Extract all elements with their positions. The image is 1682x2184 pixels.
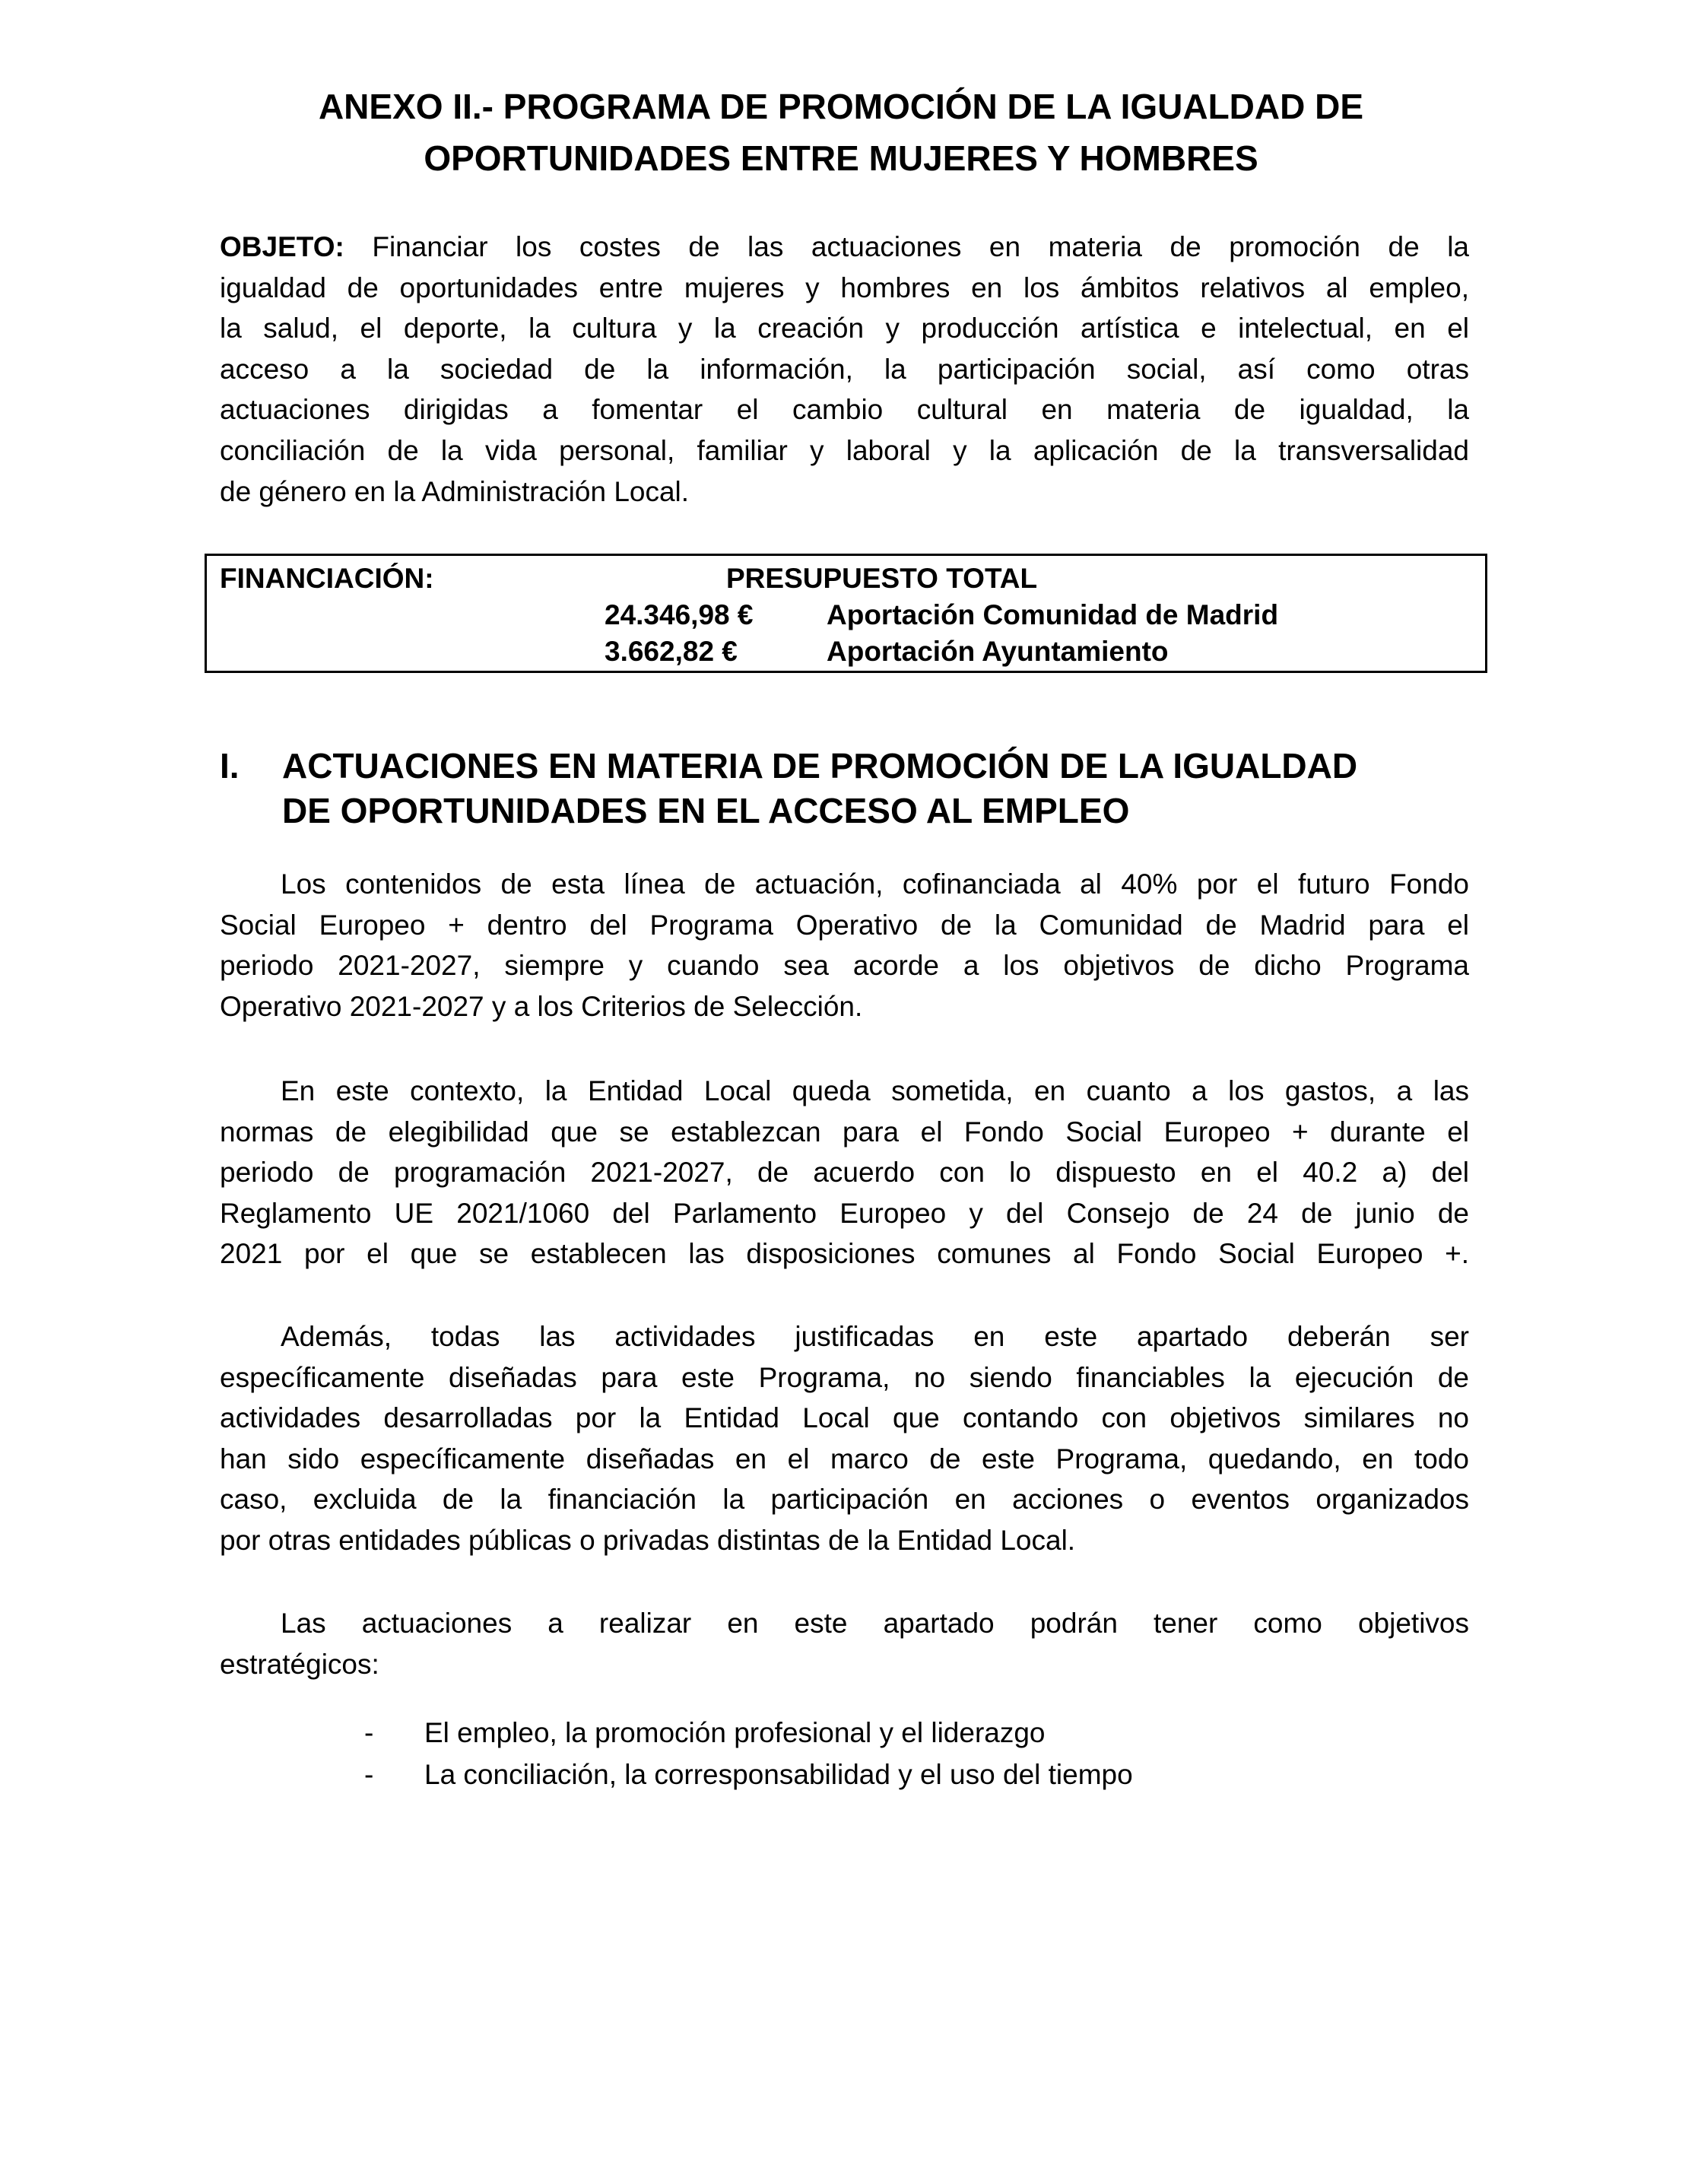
text-line: En este contexto, la Entidad Local queda sometida, en cuanto a los gastos, a las (281, 1075, 1469, 1106)
title-line-1: ANEXO II.- PROGRAMA DE PROMOCIÓN DE LA IGUALDAD DE (318, 87, 1364, 126)
text-line: caso, excluida de la financiación la participación en acciones o eventos organizados (220, 1484, 1469, 1516)
concept-ayuntamiento: Aportación Ayuntamiento (827, 636, 1169, 667)
text-line: Reglamento UE 2021/1060 del Parlamento Europeo y del Consejo de 24 de junio de (220, 1197, 1469, 1229)
financing-label: FINANCIACIÓN: (220, 563, 434, 594)
paragraph-3 (220, 1316, 1469, 1561)
text-line: la salud, el deporte, la cultura y la creación y producción artística e intelectual, en el (220, 313, 1469, 344)
text-line: igualdad de oportunidades entre mujeres y hombres en los ámbitos relativos al empleo, (220, 271, 1469, 303)
list-item-text: El empleo, la promoción profesional y el liderazgo (424, 1717, 1046, 1748)
text-line: 2021 por el que se establecen las disposiciones comunes al Fondo Social Europeo +. (220, 1238, 1469, 1270)
text-line: acceso a la sociedad de la información, la participación social, así como otras (220, 353, 1469, 385)
budget-header: PRESUPUESTO TOTAL (726, 563, 1038, 594)
section-title-line-2: DE OPORTUNIDADES EN EL ACCESO AL EMPLEO (282, 791, 1130, 830)
list-item (364, 1712, 1133, 1754)
text-line: Además, todas las actividades justificadas en este apartado deberán ser (281, 1321, 1469, 1352)
text-line: Las actuaciones a realizar en este apartado podrán tener como objetivos (281, 1608, 1469, 1639)
text-line: Los contenidos de esta línea de actuación, cofinanciada al 40% por el futuro Fondo (281, 868, 1469, 900)
text-line: periodo 2021-2027, siempre y cuando sea acorde a los objetivos de dicho Programa (220, 950, 1469, 982)
title-line-2: OPORTUNIDADES ENTRE MUJERES Y HOMBRES (424, 138, 1258, 178)
dash-bullet-icon: - (364, 1717, 374, 1748)
concept-comunidad: Aportación Comunidad de Madrid (827, 599, 1279, 630)
text-line: normas de elegibilidad que se establezcan para el Fondo Social Europeo + durante el (220, 1116, 1469, 1148)
list-item-text: La conciliación, la corresponsabilidad y el uso del tiempo (424, 1759, 1133, 1790)
section-number: I. (220, 746, 240, 786)
document-title (152, 81, 1530, 184)
text-line: estratégicos: (220, 1648, 379, 1680)
section-title-line-1: ACTUACIONES EN MATERIA DE PROMOCIÓN DE LA IGUALDAD (282, 746, 1358, 786)
text-line: por otras entidades públicas o privadas distintas de la Entidad Local. (220, 1524, 1076, 1556)
financing-table (205, 554, 1487, 673)
amount-comunidad: 24.346,98 € (605, 599, 754, 630)
text-line: actuaciones dirigidas a fomentar el cambio cultural en materia de igualdad, la (220, 394, 1469, 426)
text-line: Financiar los costes de las actuaciones en materia de promoción de la (344, 231, 1469, 262)
objeto-label: OBJETO: (220, 231, 344, 262)
text-line: periodo de programación 2021-2027, de acuerdo con lo dispuesto en el 40.2 a) del (220, 1157, 1469, 1189)
paragraph-2 (220, 1071, 1469, 1275)
text-line: Social Europeo + dentro del Programa Operativo de la Comunidad de Madrid para el (220, 909, 1469, 941)
amount-ayuntamiento: 3.662,82 € (605, 636, 738, 667)
text-line: han sido específicamente diseñadas en el marco de este Programa, quedando, en todo (220, 1443, 1469, 1475)
text-line: específicamente diseñadas para este Programa, no siendo financiables la ejecución de (220, 1361, 1469, 1393)
paragraph-1 (220, 864, 1469, 1027)
list-item (364, 1754, 1133, 1795)
text-line: de género en la Administración Local. (220, 475, 690, 507)
paragraph-4 (220, 1603, 1469, 1684)
text-line: actividades desarrolladas por la Entidad Local que contando con objetivos similares no (220, 1402, 1469, 1434)
objeto-paragraph (220, 227, 1469, 512)
bullet-list (364, 1712, 1133, 1795)
text-line: Operativo 2021-2027 y a los Criterios de Selección. (220, 990, 863, 1022)
text-line: conciliación de la vida personal, familiar y laboral y la aplicación de la transversalidad (220, 434, 1469, 466)
dash-bullet-icon: - (364, 1759, 374, 1790)
